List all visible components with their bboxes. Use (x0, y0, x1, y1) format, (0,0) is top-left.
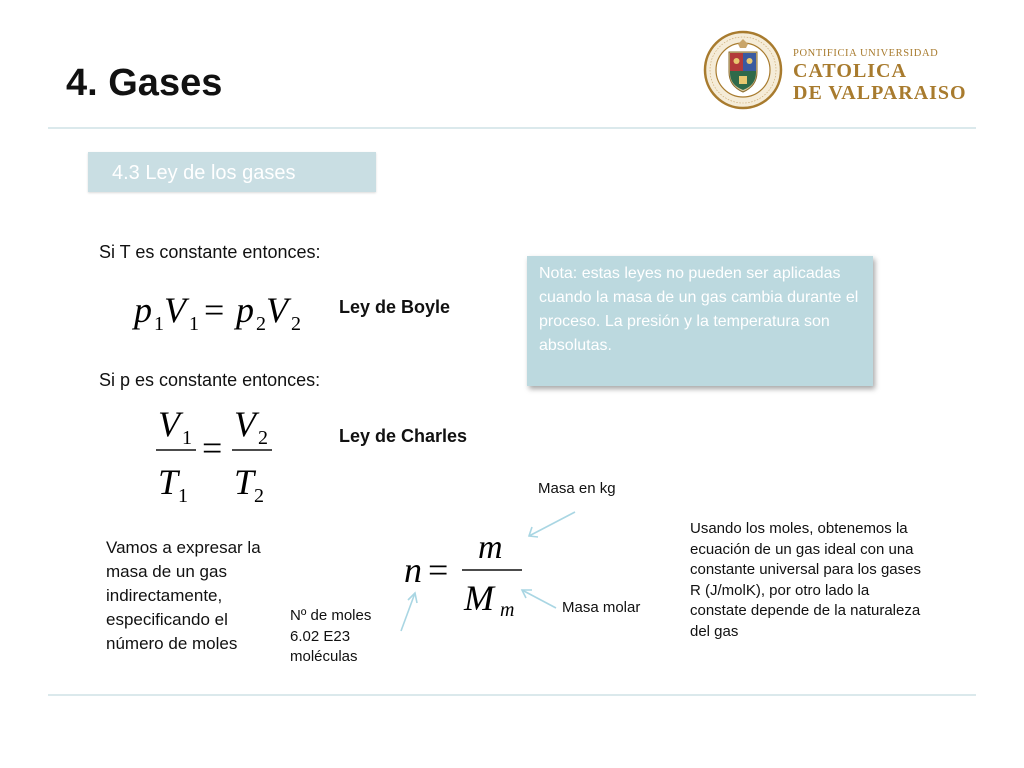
mass-kg-label: Masa en kg (538, 480, 616, 497)
svg-text:M: M (464, 578, 494, 618)
svg-text:2: 2 (256, 313, 266, 335)
charles-law-label: Ley de Charles (339, 426, 468, 446)
svg-text:V: V (266, 290, 288, 330)
svg-text:=: = (202, 428, 223, 468)
svg-text:2: 2 (291, 313, 301, 335)
svg-text:V: V (164, 290, 186, 330)
logo-line-3: DE VALPARAISO (793, 82, 967, 104)
svg-text:=: = (428, 550, 449, 590)
svg-text:T: T (158, 462, 179, 502)
section-heading: 4.3 Ley de los gases (112, 162, 296, 184)
svg-text:V: V (158, 404, 180, 444)
logo-line-2: CATOLICA (793, 60, 907, 82)
molar-mass-label: Masa molar (562, 599, 641, 616)
slide-title: 4. Gases (66, 62, 223, 104)
footer-divider (48, 694, 976, 696)
boyle-condition: Si T es constante entonces: (99, 242, 321, 262)
svg-text:2: 2 (254, 485, 264, 507)
svg-text:1: 1 (189, 313, 199, 335)
svg-text:p: p (236, 290, 254, 330)
university-seal-logo (703, 30, 783, 110)
boyle-equation (132, 284, 312, 336)
arrow-molar (522, 590, 556, 608)
svg-text:p: p (134, 290, 152, 330)
svg-text:1: 1 (154, 313, 164, 335)
university-wordmark (793, 48, 967, 104)
moles-count-line-2: 6.02 E23 (290, 627, 351, 645)
logo-line-1: PONTIFICIA UNIVERSIDAD (793, 48, 939, 59)
charles-equation (150, 398, 280, 508)
annotation-arrows (395, 505, 585, 635)
svg-text:T: T (234, 462, 255, 502)
svg-text:2: 2 (258, 427, 268, 449)
svg-text:1: 1 (182, 427, 192, 449)
svg-text:=: = (204, 290, 225, 330)
ideal-gas-explanation: Usando los moles, obtenemos la ecuación de un gas ideal con una constante universal para los gases R (J/molK), por otro lado la constate depende de la naturaleza del gas (690, 520, 921, 640)
moles-count-label (290, 606, 371, 668)
arrow-mass (529, 512, 575, 536)
svg-text:V: V (234, 404, 256, 444)
charles-condition: Si p es constante entonces: (99, 370, 321, 390)
svg-text:m: m (500, 599, 515, 620)
moles-count-line-3: moléculas (290, 648, 358, 665)
header-divider (48, 127, 976, 129)
note-text: Nota: estas leyes no pueden ser aplicadas cuando la masa de un gas cambia durante el proceso. La presión y la temperatura son absolutas. (539, 265, 859, 354)
svg-text:m: m (478, 529, 503, 566)
moles-intro-text: Vamos a expresar la masa de un gas indirectamente, especificando el número de moles (106, 538, 261, 653)
boyle-law-label: Ley de Boyle (339, 297, 451, 317)
arrow-n (401, 593, 415, 631)
svg-text:1: 1 (178, 485, 188, 507)
svg-text:n: n (404, 550, 422, 590)
moles-count-line-1: Nº de moles (290, 607, 372, 624)
